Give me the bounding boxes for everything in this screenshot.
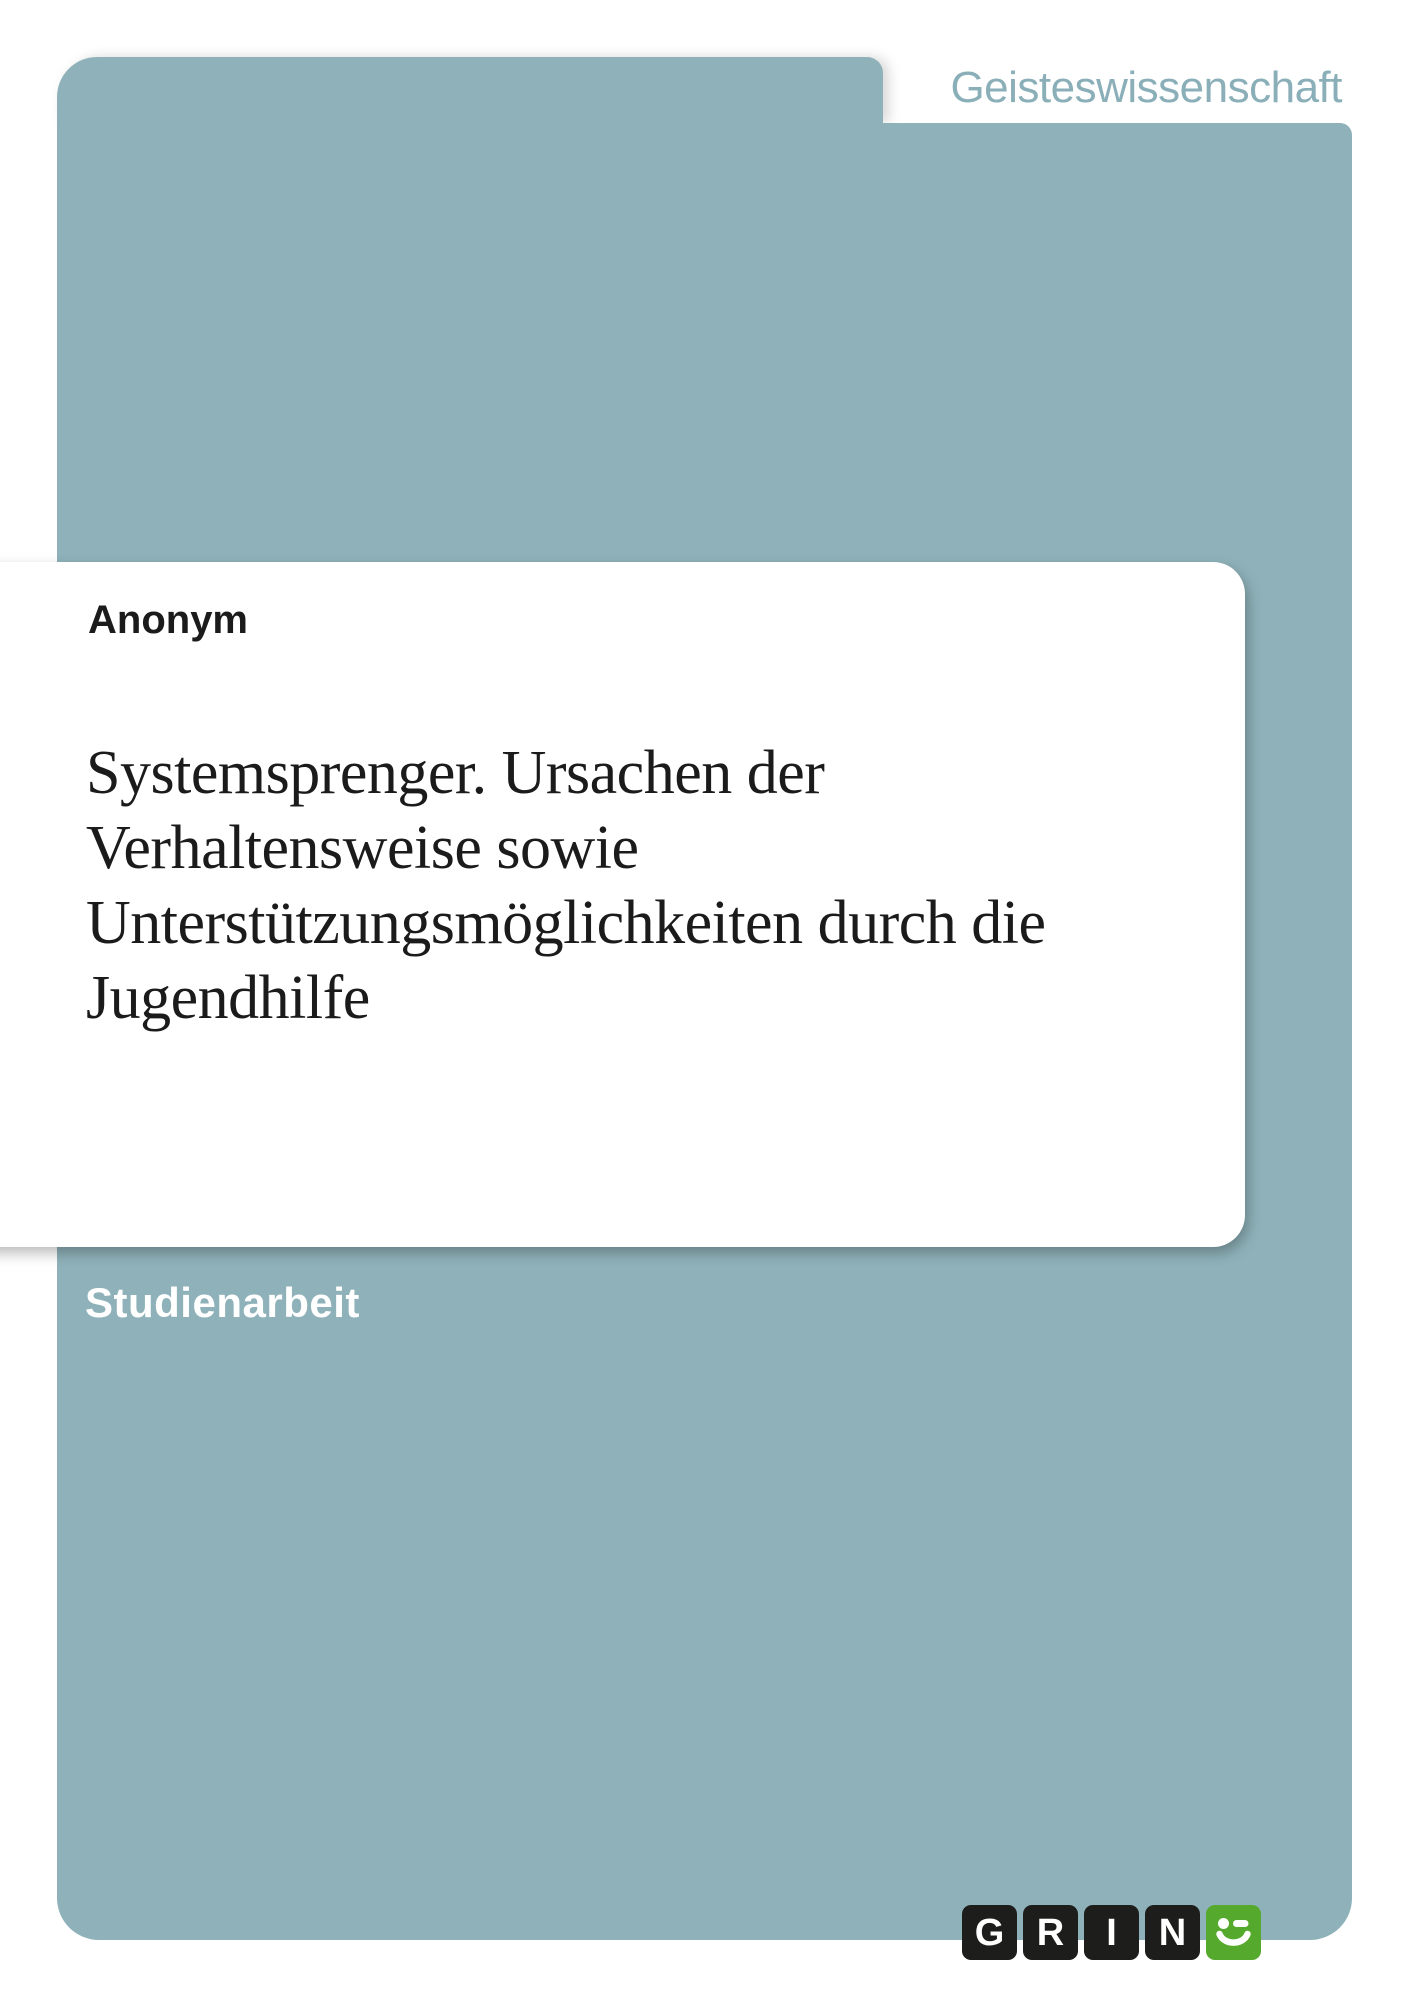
- book-title: [86, 736, 1216, 1036]
- category-label: Geisteswissenschaft: [950, 63, 1342, 112]
- title-line-4: Jugendhilfe: [86, 964, 370, 1032]
- author-name: Anonym: [88, 598, 248, 642]
- title-line-3: Unterstützungsmöglichkeiten durch die: [86, 889, 1046, 957]
- title-line-2: Verhaltensweise sowie: [86, 814, 639, 882]
- document-type-label: Studienarbeit: [85, 1279, 360, 1326]
- logo-letter-n: N: [1145, 1905, 1200, 1960]
- logo-letter-g: G: [962, 1905, 1017, 1960]
- logo-letter-i: I: [1084, 1905, 1139, 1960]
- teal-tab-shape: [57, 57, 883, 123]
- title-line-1: Systemsprenger. Ursachen der: [86, 739, 825, 807]
- winking-smiley-icon: [1206, 1905, 1261, 1960]
- grin-logo: [962, 1905, 1261, 1960]
- logo-letter-r: R: [1023, 1905, 1078, 1960]
